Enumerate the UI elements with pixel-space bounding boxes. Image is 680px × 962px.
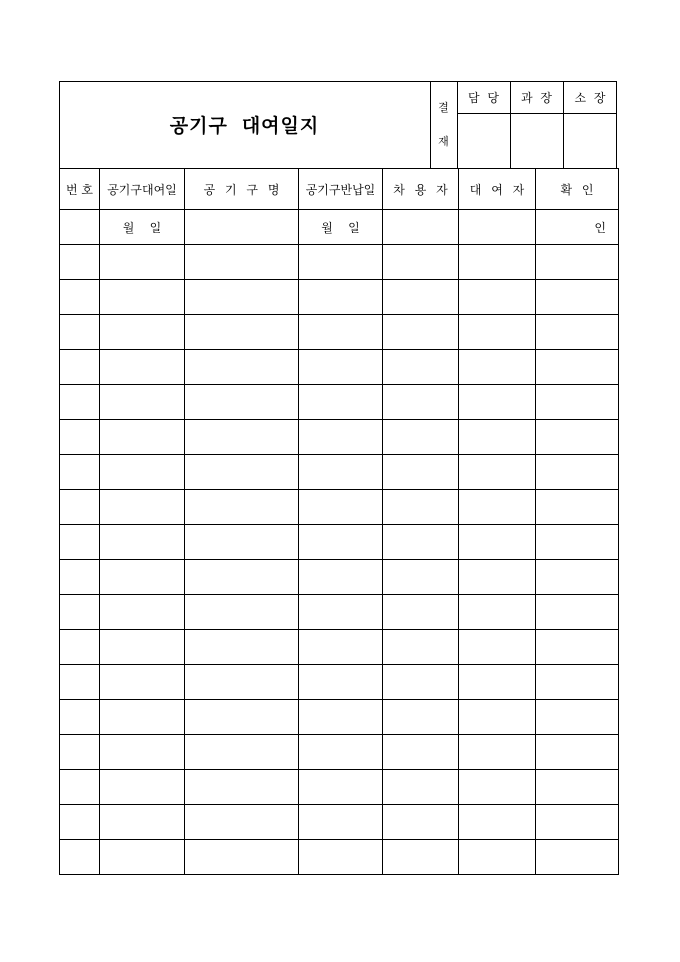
cell-return-date[interactable]: [299, 840, 383, 875]
table-row: [60, 805, 619, 840]
cell-tool-name[interactable]: [185, 630, 299, 665]
cell-lender[interactable]: [459, 420, 536, 455]
cell-lender[interactable]: [459, 455, 536, 490]
cell-lender[interactable]: [459, 315, 536, 350]
cell-confirm[interactable]: [536, 700, 619, 735]
cell-return-date[interactable]: [299, 315, 383, 350]
cell-confirm[interactable]: [536, 805, 619, 840]
cell-rental-date[interactable]: [100, 770, 185, 805]
header-return-date: 공기구반납일: [299, 169, 383, 210]
cell-lender[interactable]: [459, 525, 536, 560]
cell-number[interactable]: [60, 490, 100, 525]
cell-tool-name[interactable]: [185, 280, 299, 315]
cell-tool-name[interactable]: [185, 665, 299, 700]
cell-borrower[interactable]: [383, 630, 459, 665]
approval-label-bottom: 재: [438, 134, 449, 148]
cell-rental-date[interactable]: [100, 805, 185, 840]
cell-borrower[interactable]: [383, 245, 459, 280]
cell-confirm[interactable]: [536, 560, 619, 595]
cell-return-date[interactable]: [299, 665, 383, 700]
cell-confirm[interactable]: [536, 490, 619, 525]
header-rental-date: 공기구대여일: [100, 169, 185, 210]
cell-number[interactable]: [60, 805, 100, 840]
approver-manager-label: 과 장: [521, 90, 552, 105]
cell-tool-name[interactable]: [185, 455, 299, 490]
cell-borrower[interactable]: [383, 595, 459, 630]
cell-confirm-seal[interactable]: 인: [536, 210, 619, 245]
cell-number[interactable]: [60, 315, 100, 350]
cell-lender[interactable]: [459, 665, 536, 700]
form-title-part1: 공기구: [169, 115, 228, 137]
cell-return-date[interactable]: [299, 525, 383, 560]
table-row: [60, 770, 619, 805]
cell-confirm[interactable]: [536, 595, 619, 630]
cell-rental-date[interactable]: [100, 840, 185, 875]
cell-return-date[interactable]: [299, 490, 383, 525]
cell-confirm[interactable]: [536, 280, 619, 315]
cell-number[interactable]: [60, 210, 100, 245]
cell-confirm[interactable]: [536, 350, 619, 385]
cell-lender[interactable]: [459, 245, 536, 280]
cell-confirm[interactable]: [536, 525, 619, 560]
cell-borrower[interactable]: [383, 455, 459, 490]
cell-confirm[interactable]: [536, 840, 619, 875]
table-row: [60, 280, 619, 315]
cell-number[interactable]: [60, 665, 100, 700]
cell-return-date[interactable]: [299, 595, 383, 630]
approval-label-top: 결: [438, 100, 449, 114]
header-tool-name: 공 기 구 명: [185, 169, 299, 210]
cell-return-date[interactable]: [299, 560, 383, 595]
cell-lender[interactable]: [459, 595, 536, 630]
cell-number[interactable]: [60, 595, 100, 630]
cell-rental-date[interactable]: [100, 525, 185, 560]
cell-confirm[interactable]: [536, 315, 619, 350]
cell-tool-name[interactable]: [185, 420, 299, 455]
table-body: [60, 245, 619, 875]
cell-confirm[interactable]: [536, 420, 619, 455]
cell-lender[interactable]: [459, 770, 536, 805]
cell-return-date[interactable]: [299, 700, 383, 735]
signature-box-manager[interactable]: [510, 113, 563, 168]
cell-lender[interactable]: [459, 700, 536, 735]
cell-confirm[interactable]: [536, 735, 619, 770]
cell-rental-date[interactable]: [100, 630, 185, 665]
cell-lender[interactable]: [459, 490, 536, 525]
cell-tool-name[interactable]: [185, 490, 299, 525]
cell-rental-date[interactable]: [100, 280, 185, 315]
table-row: [60, 350, 619, 385]
table-row: [60, 315, 619, 350]
cell-rental-date[interactable]: [100, 385, 185, 420]
cell-number[interactable]: [60, 245, 100, 280]
table-row: [60, 455, 619, 490]
cell-return-date[interactable]: [299, 805, 383, 840]
cell-borrower[interactable]: [383, 490, 459, 525]
approver-director-label: 소 장: [574, 90, 606, 105]
cell-tool-name[interactable]: [185, 770, 299, 805]
cell-confirm[interactable]: [536, 245, 619, 280]
cell-borrower[interactable]: [383, 735, 459, 770]
cell-rental-date[interactable]: [100, 315, 185, 350]
cell-tool-name[interactable]: [185, 735, 299, 770]
cell-borrower[interactable]: [383, 350, 459, 385]
table-row: [60, 385, 619, 420]
table-row: [60, 560, 619, 595]
table-header-row: [60, 169, 619, 210]
table-row: [60, 245, 619, 280]
cell-return-date[interactable]: [299, 735, 383, 770]
cell-number[interactable]: [60, 560, 100, 595]
cell-number[interactable]: [60, 525, 100, 560]
cell-return-date[interactable]: [299, 420, 383, 455]
form-title: [59, 81, 430, 168]
cell-tool-name[interactable]: [185, 245, 299, 280]
header-lender: 대 여 자: [459, 169, 536, 210]
table-row: [60, 735, 619, 770]
cell-tool-name[interactable]: [185, 840, 299, 875]
cell-tool-name[interactable]: [185, 385, 299, 420]
cell-number[interactable]: [60, 455, 100, 490]
cell-borrower[interactable]: [383, 700, 459, 735]
form-header: [59, 81, 617, 168]
cell-lender[interactable]: [459, 350, 536, 385]
cell-tool-name[interactable]: [185, 560, 299, 595]
cell-rental-date[interactable]: [100, 560, 185, 595]
cell-number[interactable]: [60, 735, 100, 770]
cell-borrower[interactable]: [383, 280, 459, 315]
approval-label: [430, 81, 457, 168]
cell-number[interactable]: [60, 770, 100, 805]
header-confirm: 확 인: [536, 169, 619, 210]
form-title-part2: 대여일지: [241, 115, 320, 137]
table-row: [60, 665, 619, 700]
cell-rental-date[interactable]: [100, 700, 185, 735]
signature-box-staff[interactable]: [457, 113, 510, 168]
table-row: [60, 700, 619, 735]
cell-rental-date[interactable]: [100, 420, 185, 455]
cell-borrower[interactable]: [383, 805, 459, 840]
cell-rental-date[interactable]: [100, 595, 185, 630]
cell-return-date[interactable]: [299, 630, 383, 665]
cell-borrower[interactable]: [383, 385, 459, 420]
cell-confirm[interactable]: [536, 385, 619, 420]
cell-return-date[interactable]: [299, 455, 383, 490]
cell-lender[interactable]: [459, 385, 536, 420]
cell-tool-name[interactable]: [185, 700, 299, 735]
cell-number[interactable]: [60, 385, 100, 420]
cell-tool-name[interactable]: [185, 210, 299, 245]
cell-return-date[interactable]: [299, 280, 383, 315]
cell-rental-date[interactable]: [100, 735, 185, 770]
cell-rental-date[interactable]: [100, 455, 185, 490]
table-row: [60, 840, 619, 875]
signature-box-director[interactable]: [563, 113, 617, 168]
cell-borrower[interactable]: [383, 665, 459, 700]
cell-tool-name[interactable]: [185, 595, 299, 630]
cell-number[interactable]: [60, 280, 100, 315]
cell-return-date[interactable]: [299, 245, 383, 280]
cell-borrower[interactable]: [383, 560, 459, 595]
cell-confirm[interactable]: [536, 665, 619, 700]
cell-return-date-unit[interactable]: 월 일: [299, 210, 383, 245]
cell-lender[interactable]: [459, 630, 536, 665]
cell-tool-name[interactable]: [185, 525, 299, 560]
table-row: [60, 595, 619, 630]
cell-number[interactable]: [60, 840, 100, 875]
cell-tool-name[interactable]: [185, 315, 299, 350]
cell-tool-name[interactable]: [185, 350, 299, 385]
cell-confirm[interactable]: [536, 630, 619, 665]
table-subheader-row: [60, 210, 619, 245]
cell-borrower[interactable]: [383, 840, 459, 875]
cell-tool-name[interactable]: [185, 805, 299, 840]
cell-number[interactable]: [60, 630, 100, 665]
cell-rental-date-unit[interactable]: 월 일: [100, 210, 185, 245]
cell-rental-date[interactable]: [100, 490, 185, 525]
cell-borrower[interactable]: [383, 770, 459, 805]
cell-lender[interactable]: [459, 560, 536, 595]
table-row: [60, 490, 619, 525]
cell-confirm[interactable]: [536, 455, 619, 490]
approver-staff-label: 담 당: [468, 90, 499, 105]
cell-return-date[interactable]: [299, 770, 383, 805]
cell-number[interactable]: [60, 420, 100, 455]
cell-borrower[interactable]: [383, 315, 459, 350]
cell-return-date[interactable]: [299, 350, 383, 385]
cell-borrower[interactable]: [383, 420, 459, 455]
table-row: [60, 630, 619, 665]
cell-rental-date[interactable]: [100, 665, 185, 700]
table-row: [60, 420, 619, 455]
header-number: 번 호: [60, 169, 100, 210]
table-row: [60, 525, 619, 560]
cell-rental-date[interactable]: [100, 350, 185, 385]
cell-lender[interactable]: [459, 840, 536, 875]
cell-lender[interactable]: [459, 280, 536, 315]
cell-number[interactable]: [60, 350, 100, 385]
cell-borrower[interactable]: [383, 525, 459, 560]
cell-lender[interactable]: [459, 735, 536, 770]
cell-confirm[interactable]: [536, 770, 619, 805]
cell-lender[interactable]: [459, 805, 536, 840]
cell-return-date[interactable]: [299, 385, 383, 420]
header-borrower: 차 용 자: [383, 169, 459, 210]
cell-lender[interactable]: [459, 210, 536, 245]
cell-borrower[interactable]: [383, 210, 459, 245]
rental-log-table: [59, 168, 619, 875]
cell-number[interactable]: [60, 700, 100, 735]
cell-rental-date[interactable]: [100, 245, 185, 280]
